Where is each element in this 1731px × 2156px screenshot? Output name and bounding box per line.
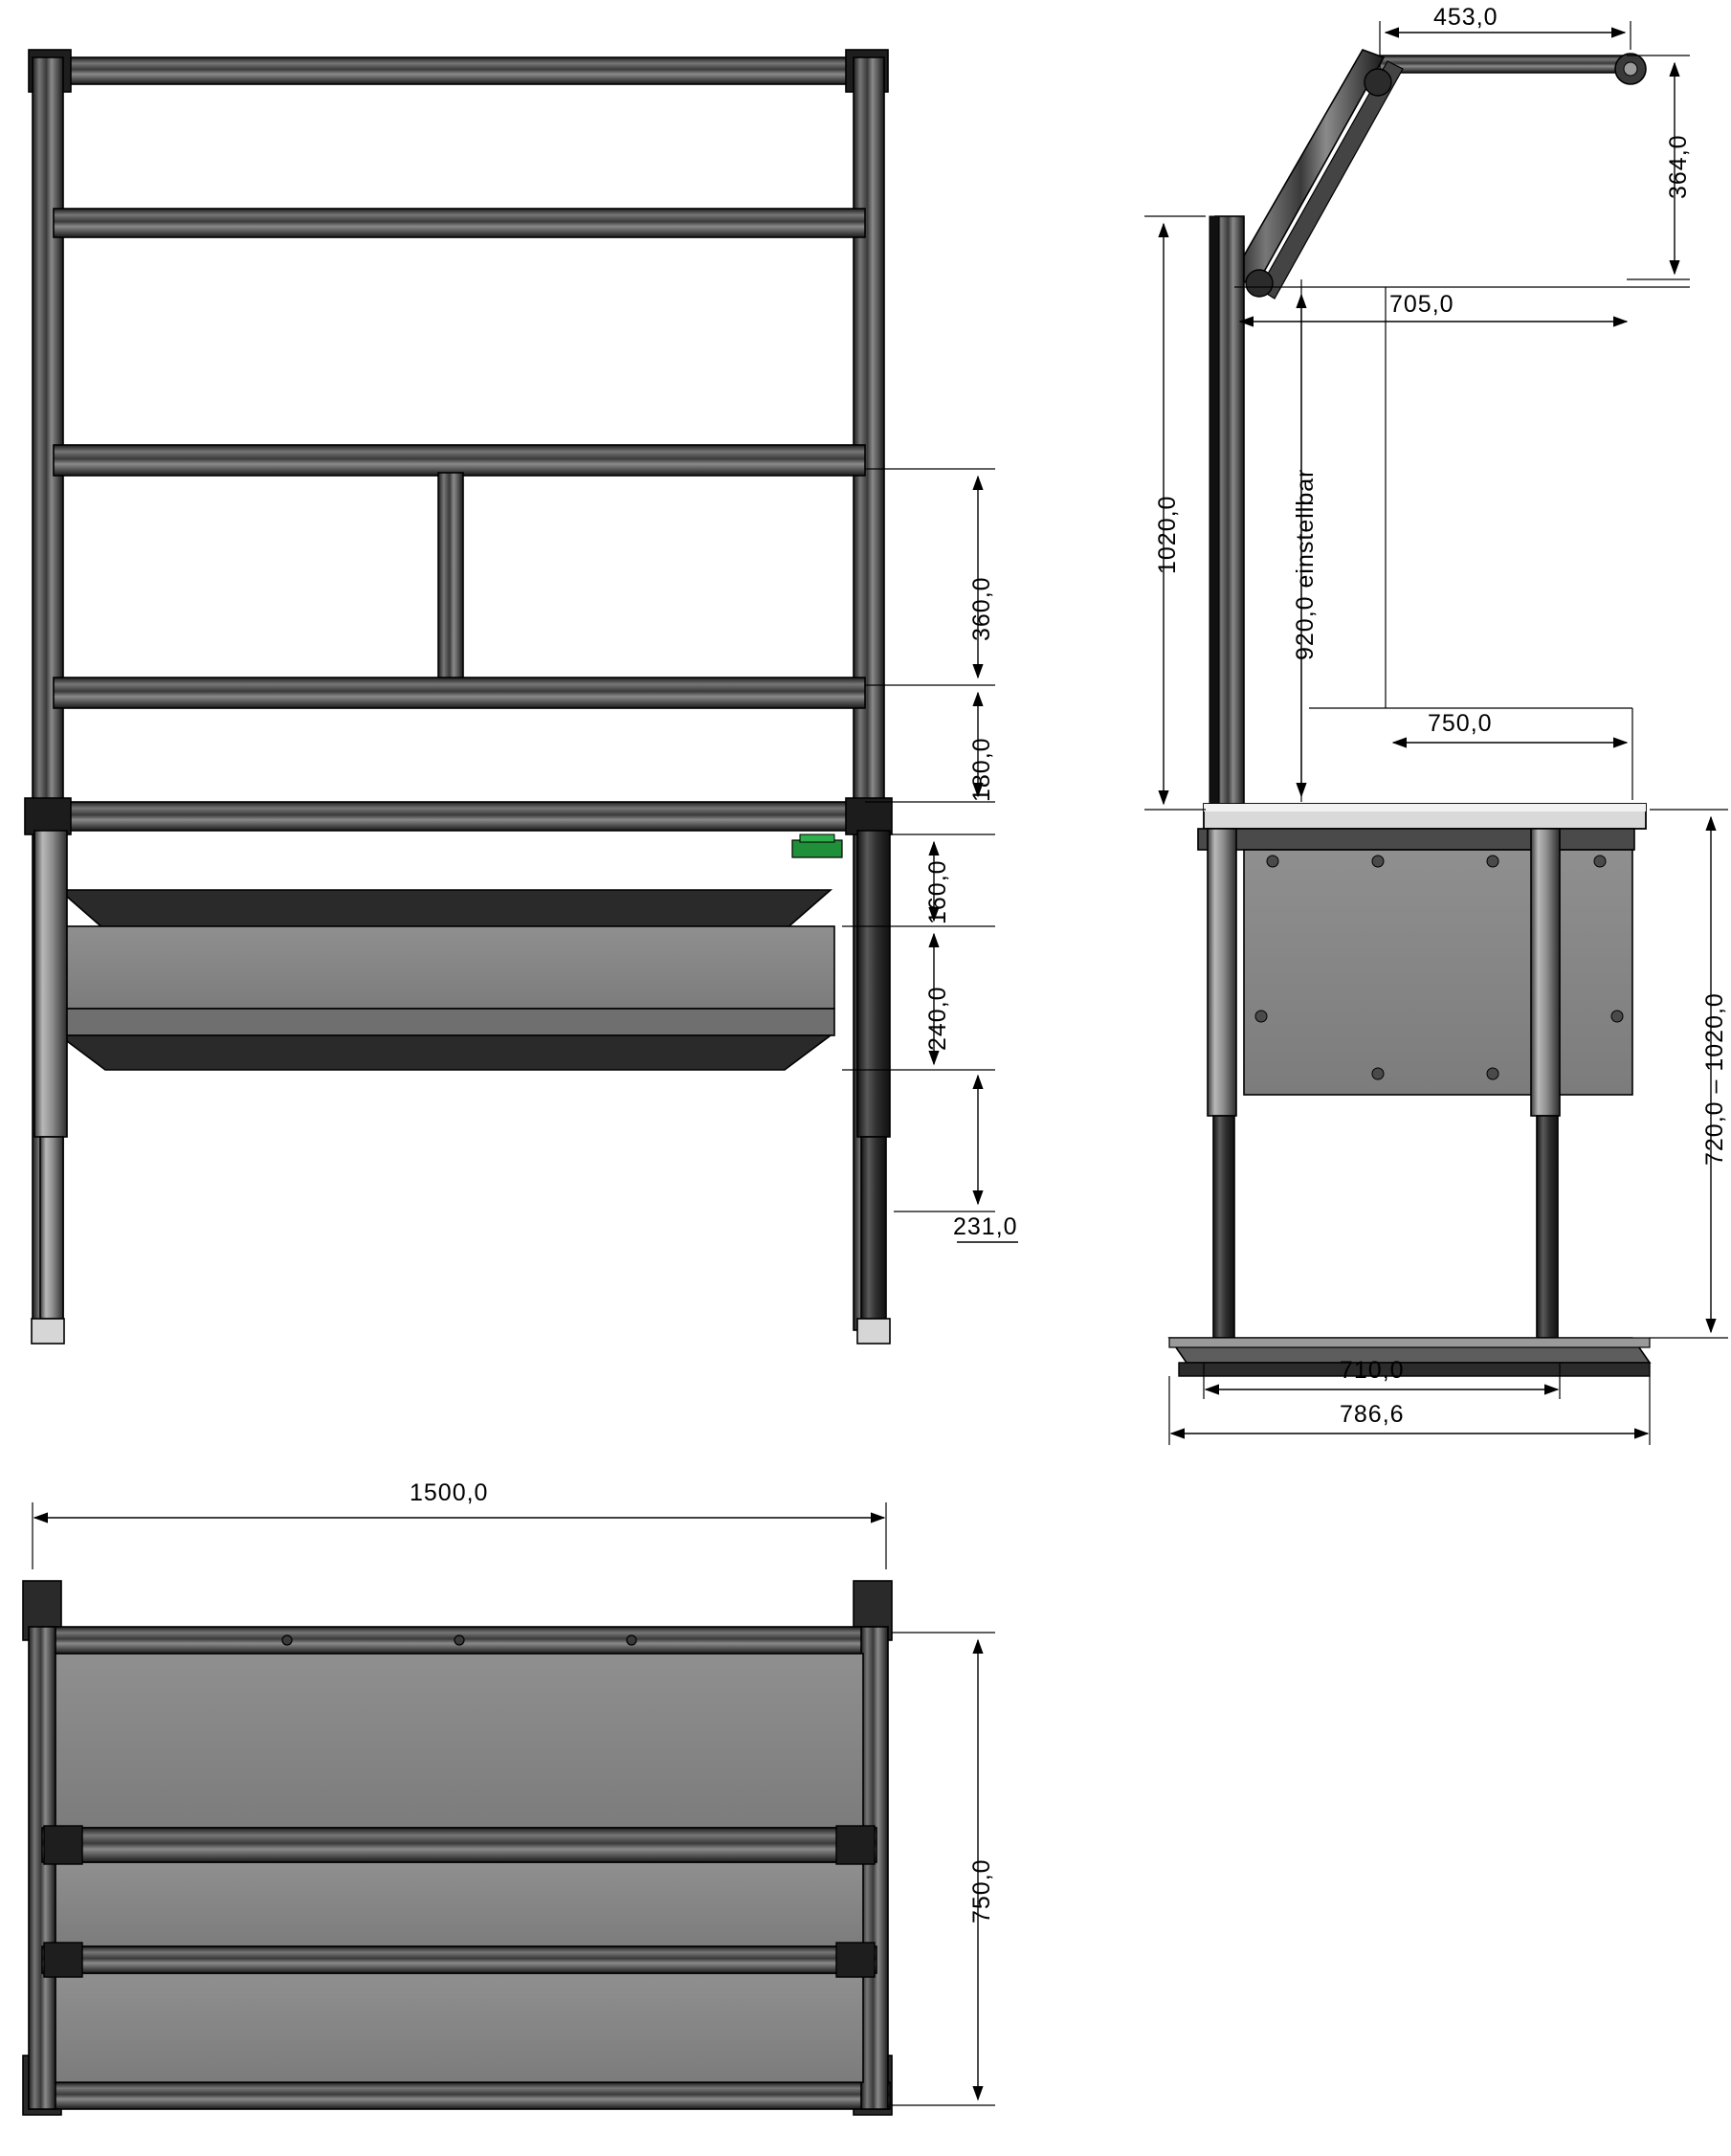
- dimension-label-arm-reach-total: 705,0: [1389, 291, 1454, 318]
- dimension-label-drawer-lower: 240,0: [924, 986, 951, 1051]
- dimension-label-foot-outer: 786,6: [1340, 1401, 1405, 1428]
- front-view-geometry: [25, 50, 1018, 1344]
- dimension-label-foot-inner: 710,0: [1340, 1357, 1405, 1384]
- dimension-label-shelf-lower-gap: 180,0: [968, 737, 995, 802]
- dimension-label-shelf-adjust: 920,0 einstellbar: [1292, 468, 1319, 660]
- dimension-label-overall-depth: 750,0: [968, 1858, 995, 1923]
- dimension-label-height-range: 720,0 – 1020,0: [1701, 992, 1728, 1166]
- dimension-label-shelf-gap: 360,0: [968, 576, 995, 641]
- dimension-label-overall-width: 1500,0: [410, 1479, 489, 1506]
- dimension-label-leg-clearance: 231,0: [953, 1213, 1018, 1240]
- dimension-label-lamp-height: 364,0: [1665, 134, 1692, 199]
- dimension-label-drawer-upper: 160,0: [924, 859, 951, 924]
- dimension-label-worktop-depth: 750,0: [1428, 710, 1493, 737]
- top-view-geometry: [23, 1502, 995, 2115]
- dimension-label-upright-height: 1020,0: [1154, 495, 1181, 574]
- dimension-label-lamp-arm-reach: 453,0: [1433, 4, 1498, 31]
